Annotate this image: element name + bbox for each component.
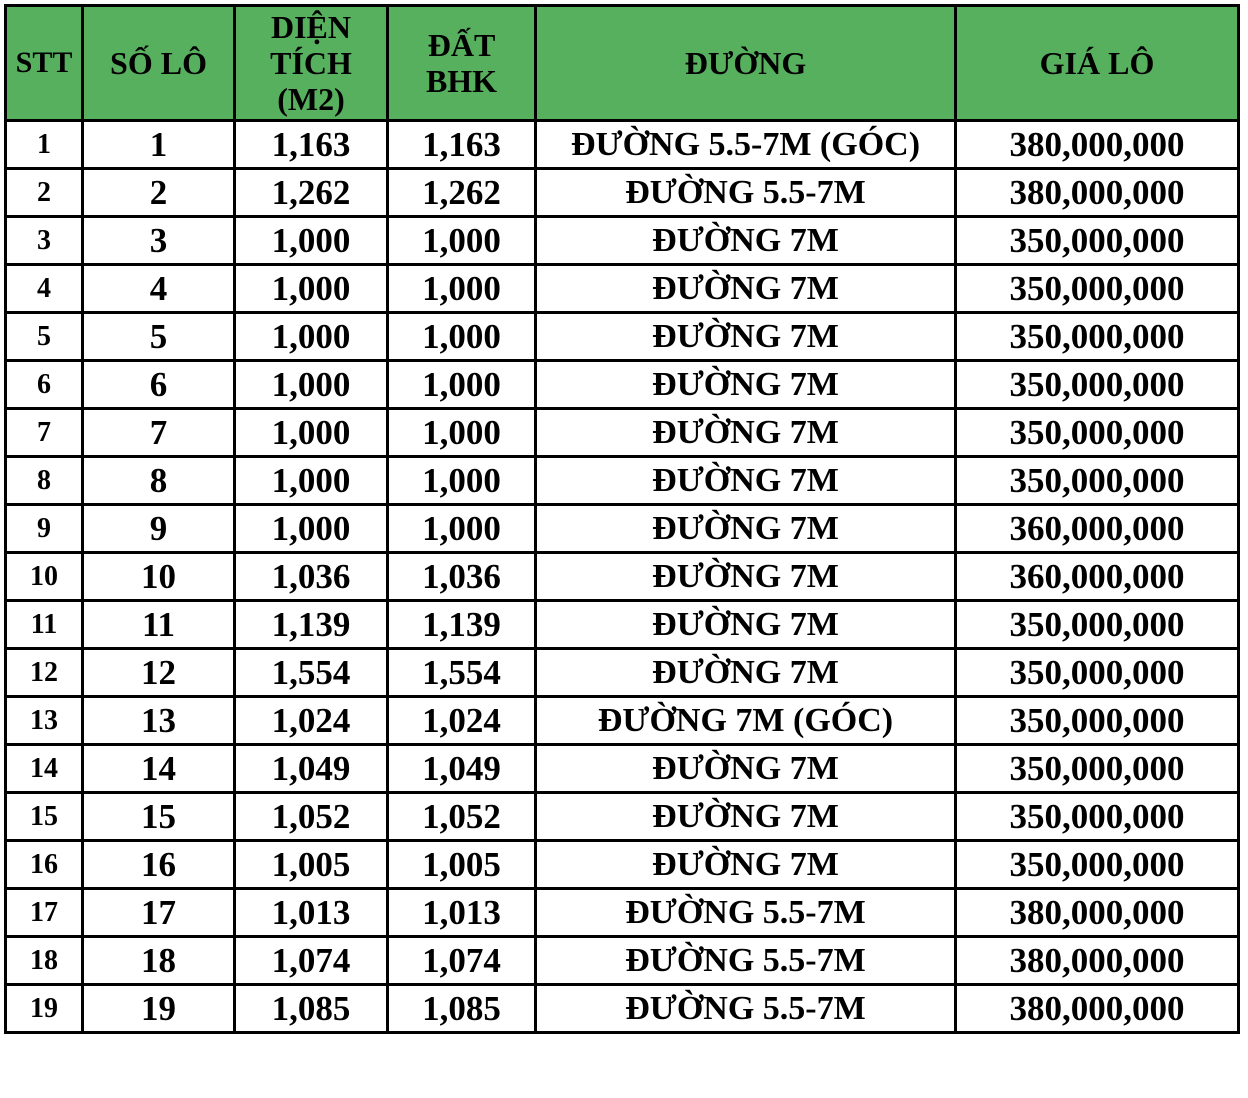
cell-dien-tich: 1,074 <box>235 937 388 985</box>
table-row <box>6 841 1239 889</box>
table-row <box>6 217 1239 265</box>
cell-duong: ĐƯỜNG 7M <box>536 313 956 361</box>
cell-duong: ĐƯỜNG 7M <box>536 553 956 601</box>
cell-duong: ĐƯỜNG 7M <box>536 793 956 841</box>
cell-so-lo: 1 <box>83 121 235 169</box>
cell-gia-lo: 350,000,000 <box>956 313 1239 361</box>
cell-gia-lo: 380,000,000 <box>956 169 1239 217</box>
cell-dat-bhk: 1,000 <box>388 361 536 409</box>
cell-dien-tich: 1,262 <box>235 169 388 217</box>
cell-dat-bhk: 1,000 <box>388 265 536 313</box>
cell-gia-lo: 350,000,000 <box>956 217 1239 265</box>
cell-duong: ĐƯỜNG 7M <box>536 841 956 889</box>
cell-so-lo: 13 <box>83 697 235 745</box>
cell-dat-bhk: 1,000 <box>388 505 536 553</box>
cell-duong: ĐƯỜNG 7M <box>536 361 956 409</box>
cell-gia-lo: 350,000,000 <box>956 265 1239 313</box>
cell-dat-bhk: 1,074 <box>388 937 536 985</box>
cell-so-lo: 17 <box>83 889 235 937</box>
cell-dien-tich: 1,024 <box>235 697 388 745</box>
cell-stt: 19 <box>6 985 83 1033</box>
cell-so-lo: 7 <box>83 409 235 457</box>
cell-dien-tich: 1,554 <box>235 649 388 697</box>
cell-stt: 2 <box>6 169 83 217</box>
cell-so-lo: 10 <box>83 553 235 601</box>
table-row <box>6 169 1239 217</box>
header-gia-lo: GIÁ LÔ <box>956 6 1239 121</box>
cell-so-lo: 8 <box>83 457 235 505</box>
cell-dat-bhk: 1,036 <box>388 553 536 601</box>
cell-dat-bhk: 1,262 <box>388 169 536 217</box>
cell-dat-bhk: 1,554 <box>388 649 536 697</box>
header-row <box>6 6 1239 121</box>
cell-so-lo: 19 <box>83 985 235 1033</box>
cell-gia-lo: 350,000,000 <box>956 697 1239 745</box>
cell-duong: ĐƯỜNG 7M <box>536 649 956 697</box>
cell-duong: ĐƯỜNG 5.5-7M <box>536 985 956 1033</box>
cell-dien-tich: 1,163 <box>235 121 388 169</box>
cell-dat-bhk: 1,052 <box>388 793 536 841</box>
cell-gia-lo: 350,000,000 <box>956 457 1239 505</box>
cell-stt: 5 <box>6 313 83 361</box>
cell-so-lo: 3 <box>83 217 235 265</box>
cell-so-lo: 11 <box>83 601 235 649</box>
cell-stt: 17 <box>6 889 83 937</box>
cell-duong: ĐƯỜNG 7M <box>536 745 956 793</box>
cell-dat-bhk: 1,163 <box>388 121 536 169</box>
cell-gia-lo: 350,000,000 <box>956 793 1239 841</box>
cell-dat-bhk: 1,005 <box>388 841 536 889</box>
cell-so-lo: 18 <box>83 937 235 985</box>
table-row <box>6 649 1239 697</box>
cell-duong: ĐƯỜNG 7M <box>536 409 956 457</box>
cell-dat-bhk: 1,024 <box>388 697 536 745</box>
cell-dien-tich: 1,000 <box>235 457 388 505</box>
cell-duong: ĐƯỜNG 7M <box>536 457 956 505</box>
cell-stt: 3 <box>6 217 83 265</box>
cell-stt: 7 <box>6 409 83 457</box>
cell-stt: 13 <box>6 697 83 745</box>
table-row <box>6 553 1239 601</box>
table-row <box>6 889 1239 937</box>
cell-gia-lo: 350,000,000 <box>956 745 1239 793</box>
cell-dien-tich: 1,085 <box>235 985 388 1033</box>
header-dien-tich: DIỆN TÍCH (M2) <box>235 6 388 121</box>
header-stt: STT <box>6 6 83 121</box>
cell-dien-tich: 1,013 <box>235 889 388 937</box>
cell-gia-lo: 380,000,000 <box>956 121 1239 169</box>
cell-stt: 6 <box>6 361 83 409</box>
cell-dien-tich: 1,000 <box>235 217 388 265</box>
table-header <box>6 6 1239 121</box>
cell-so-lo: 2 <box>83 169 235 217</box>
cell-dat-bhk: 1,139 <box>388 601 536 649</box>
cell-gia-lo: 380,000,000 <box>956 985 1239 1033</box>
cell-duong: ĐƯỜNG 7M <box>536 601 956 649</box>
cell-duong: ĐƯỜNG 7M <box>536 505 956 553</box>
cell-gia-lo: 350,000,000 <box>956 649 1239 697</box>
table-row <box>6 121 1239 169</box>
header-so-lo: SỐ LÔ <box>83 6 235 121</box>
cell-gia-lo: 360,000,000 <box>956 505 1239 553</box>
cell-so-lo: 14 <box>83 745 235 793</box>
cell-dat-bhk: 1,000 <box>388 313 536 361</box>
cell-stt: 12 <box>6 649 83 697</box>
cell-duong: ĐƯỜNG 5.5-7M <box>536 937 956 985</box>
table-row <box>6 313 1239 361</box>
cell-stt: 1 <box>6 121 83 169</box>
cell-stt: 18 <box>6 937 83 985</box>
cell-stt: 8 <box>6 457 83 505</box>
cell-dat-bhk: 1,000 <box>388 409 536 457</box>
cell-duong: ĐƯỜNG 5.5-7M <box>536 889 956 937</box>
cell-dien-tich: 1,052 <box>235 793 388 841</box>
table-row <box>6 985 1239 1033</box>
header-dat-bhk: ĐẤT BHK <box>388 6 536 121</box>
table-row <box>6 409 1239 457</box>
cell-dien-tich: 1,005 <box>235 841 388 889</box>
cell-stt: 4 <box>6 265 83 313</box>
cell-dien-tich: 1,000 <box>235 409 388 457</box>
table-row <box>6 793 1239 841</box>
cell-dat-bhk: 1,049 <box>388 745 536 793</box>
table-row <box>6 505 1239 553</box>
cell-dien-tich: 1,000 <box>235 313 388 361</box>
cell-so-lo: 16 <box>83 841 235 889</box>
cell-gia-lo: 350,000,000 <box>956 841 1239 889</box>
cell-gia-lo: 350,000,000 <box>956 361 1239 409</box>
cell-so-lo: 5 <box>83 313 235 361</box>
table-row <box>6 697 1239 745</box>
table-row <box>6 265 1239 313</box>
cell-so-lo: 6 <box>83 361 235 409</box>
cell-duong: ĐƯỜNG 5.5-7M <box>536 169 956 217</box>
cell-dien-tich: 1,036 <box>235 553 388 601</box>
table-row <box>6 745 1239 793</box>
cell-so-lo: 12 <box>83 649 235 697</box>
cell-dien-tich: 1,000 <box>235 361 388 409</box>
table-row <box>6 937 1239 985</box>
cell-stt: 11 <box>6 601 83 649</box>
table-row <box>6 361 1239 409</box>
header-duong: ĐƯỜNG <box>536 6 956 121</box>
cell-stt: 14 <box>6 745 83 793</box>
cell-stt: 15 <box>6 793 83 841</box>
cell-duong: ĐƯỜNG 5.5-7M (GÓC) <box>536 121 956 169</box>
cell-stt: 10 <box>6 553 83 601</box>
cell-so-lo: 9 <box>83 505 235 553</box>
lot-price-table <box>4 4 1240 1034</box>
table-row <box>6 601 1239 649</box>
cell-dien-tich: 1,049 <box>235 745 388 793</box>
cell-dat-bhk: 1,000 <box>388 217 536 265</box>
cell-stt: 16 <box>6 841 83 889</box>
cell-gia-lo: 380,000,000 <box>956 889 1239 937</box>
table-row <box>6 457 1239 505</box>
cell-dien-tich: 1,139 <box>235 601 388 649</box>
cell-dat-bhk: 1,085 <box>388 985 536 1033</box>
cell-dien-tich: 1,000 <box>235 505 388 553</box>
cell-gia-lo: 360,000,000 <box>956 553 1239 601</box>
cell-gia-lo: 350,000,000 <box>956 409 1239 457</box>
cell-so-lo: 4 <box>83 265 235 313</box>
cell-so-lo: 15 <box>83 793 235 841</box>
cell-dat-bhk: 1,013 <box>388 889 536 937</box>
cell-duong: ĐƯỜNG 7M <box>536 265 956 313</box>
cell-dat-bhk: 1,000 <box>388 457 536 505</box>
cell-dien-tich: 1,000 <box>235 265 388 313</box>
cell-gia-lo: 380,000,000 <box>956 937 1239 985</box>
table-body <box>6 121 1239 1033</box>
cell-duong: ĐƯỜNG 7M <box>536 217 956 265</box>
cell-duong: ĐƯỜNG 7M (GÓC) <box>536 697 956 745</box>
cell-stt: 9 <box>6 505 83 553</box>
cell-gia-lo: 350,000,000 <box>956 601 1239 649</box>
